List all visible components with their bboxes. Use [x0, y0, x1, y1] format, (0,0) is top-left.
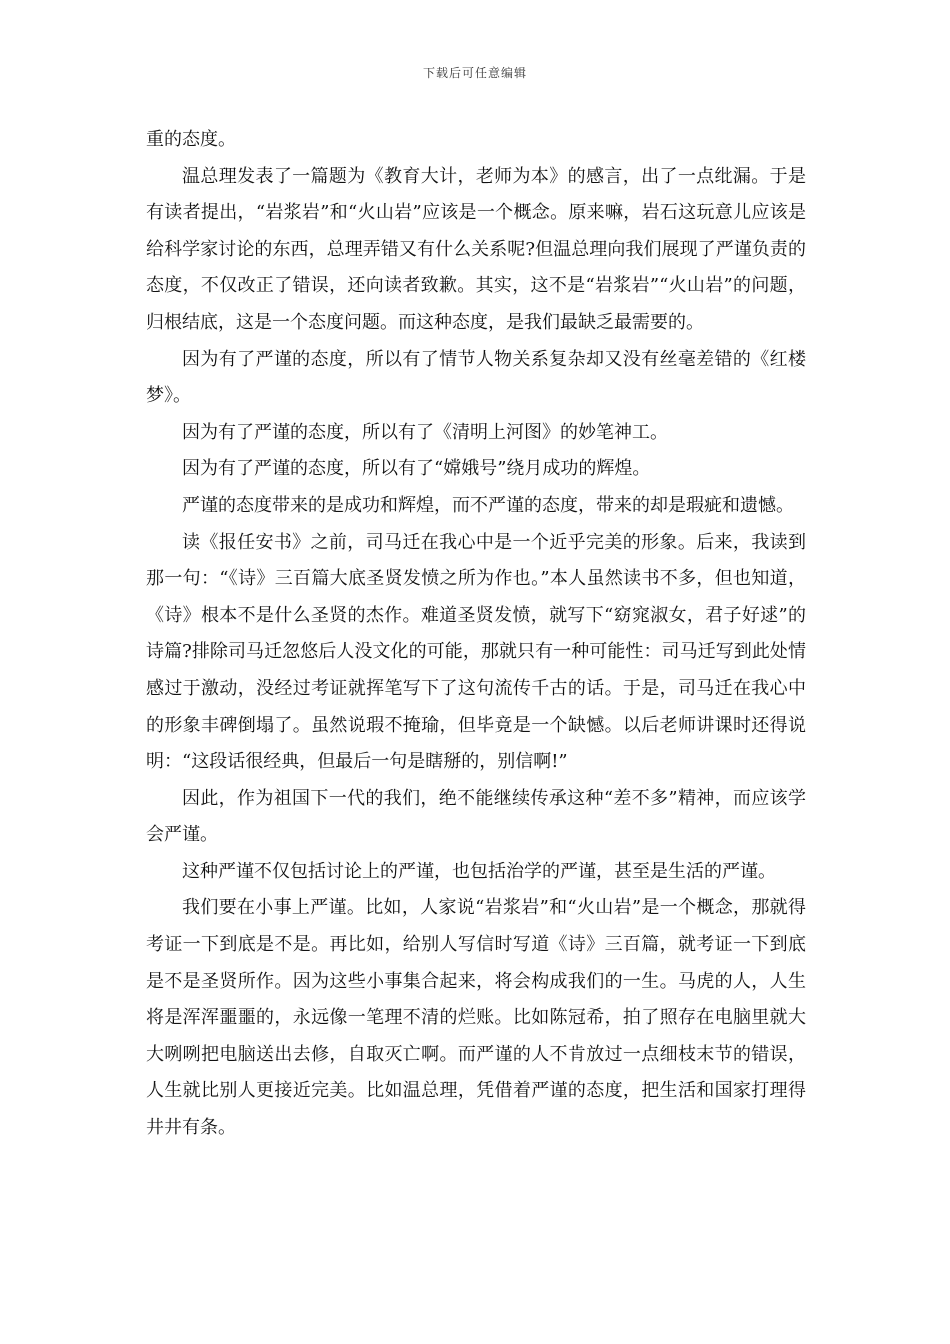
paragraph: 这种严谨不仅包括讨论上的严谨，也包括治学的严谨，甚至是生活的严谨。: [182, 860, 776, 882]
paragraph: 我们要在小事上严谨。比如，人家说“岩浆岩”和“火山岩”是一个概念，那就得考证一下到底是不是。再比如，给别人写信时写道《诗》三百篇，就考证一下到底是不是圣贤所作。因为这些小事集合起来，将会构成我们的一生。马虎的人，人生将是浑浑噩噩的，永远像一笔理不清的烂账。比如陈冠希，拍了照存在电脑里就大大咧咧把电脑送出去修，自取灭亡啊。而严谨的人不肯放过一点细枝末节的错误，人生就比别人更接近完美。比如温总理，凭借着严谨的态度，把生活和国家打理得井井有条。: [146, 897, 806, 1139]
paragraph: 重的态度。: [146, 129, 236, 150]
paragraph: 因为有了严谨的态度，所以有了“嫦娥号”绕月成功的辉煌。: [182, 458, 651, 480]
paragraph: 因为有了严谨的态度，所以有了《清明上河图》的妙笔神工。: [182, 421, 668, 443]
paragraph: 读《报任安书》之前，司马迁在我心中是一个近乎完美的形象。后来，我读到那一句：“《诗》三百篇大底圣贤发愤之所为作也。”本人虽然读书不多，但也知道，《诗》根本不是什么圣贤的杰作。难道圣贤发愤，就写下“窈窕淑女，君子好逑”的诗篇?排除司马迁忽悠后人没文化的可能，那就只有一种可能性：司马迁写到此处情感过于激动，没经过考证就挥笔写下了这句流传千古的话。于是，司马迁在我心中的形象丰碑倒塌了。虽然说瑕不掩瑜，但毕竟是一个缺憾。以后老师讲课时还得说明：“这段话很经典，但最后一句是瞎掰的，别信啊!”: [146, 531, 806, 773]
page-header: 下载后可任意编辑: [422, 66, 527, 80]
document-body: [146, 122, 806, 1147]
paragraph: 因为有了严谨的态度，所以有了情节人物关系复杂却又没有丝毫差错的《红楼梦》。: [146, 348, 806, 407]
paragraph: 因此，作为祖国下一代的我们，绝不能继续传承这种“差不多”精神，而应该学会严谨。: [146, 787, 806, 846]
paragraph: 温总理发表了一篇题为《教育大计，老师为本》的感言，出了一点纰漏。于是有读者提出，“岩浆岩”和“火山岩”应该是一个概念。原来嘛，岩石这玩意儿应该是给科学家讨论的东西，总理弄错又有什么关系呢?但温总理向我们展现了严谨负责的态度，不仅改正了错误，还向读者致歉。其实，这不是“岩浆岩”“火山岩”的问题，归根结底，这是一个态度问题。而这种态度，是我们最缺乏最需要的。: [146, 165, 806, 333]
paragraph: 严谨的态度带来的是成功和辉煌，而不严谨的态度，带来的却是瑕疵和遗憾。: [182, 494, 794, 516]
